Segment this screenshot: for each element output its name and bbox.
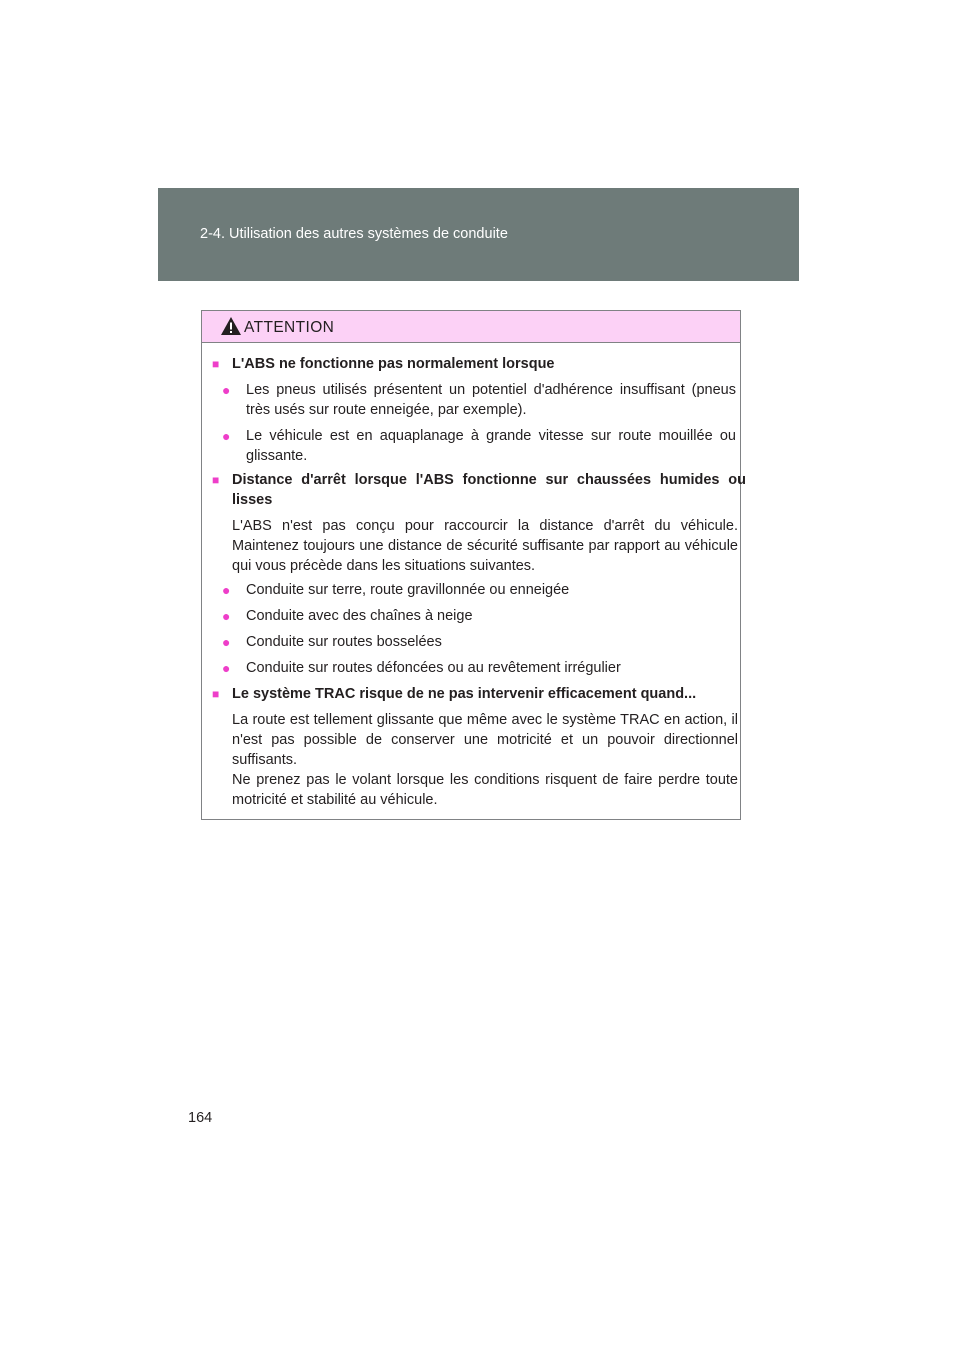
paragraph: Ne prenez pas le volant lorsque les conditions risquent de faire perdre toute motricité et stabilité au véhicule. — [232, 772, 738, 808]
circle-bullet-icon: ● — [222, 634, 231, 650]
square-bullet-icon: ■ — [212, 473, 220, 487]
caution-header — [202, 311, 740, 343]
section-header — [158, 188, 799, 281]
circle-bullet-icon: ● — [222, 382, 231, 398]
circle-bullet-icon: ● — [222, 582, 231, 598]
caution-title: ATTENTION — [244, 319, 335, 336]
square-bullet-icon: ■ — [212, 687, 220, 701]
paragraph: La route est tellement glissante que même avec le système TRAC en action, il n'est pas possible de conserver une motricité et un pouvoir directionnel suffisants. — [232, 712, 738, 768]
square-bullet-icon: ■ — [212, 357, 220, 371]
caution-box: ATTENTION ■ L'ABS ne fonctionne pas normalement lorsque ● Les pneus utilisés présentent un potentiel d'adhérence insuffisant (pneus très usés sur route enneigée, par exemple). ● Le véhicule est en aquaplanage à grande vitesse sur route mouillée ou glissante. ■ Distance d'arrêt lorsque l'ABS fonctionne sur chaussées humides ou lisses L'ABS n'est pas conçu pour raccourcir la distance d'arrêt du véhicule. Maintenez toujours une distance de sécurité suffisante par rapport au véhicule qui vous précède dans les situations suivantes. ● Conduite sur terre, route gravillonnée ou enneigée ● Conduite avec des chaînes à neige ● Conduite sur routes bosselées ● Conduite sur routes défoncées ou au revêtement irrégulier ■ Le système TRAC risque de ne pas intervenir efficacement quand... La route est tellement glissante que même avec le système TRAC en action, il n'est pas possible de conserver une motricité et un pouvoir directionnel suffisants. Ne prenez pas le volant lorsque les conditions risquent de faire perdre toute motricité et stabilité au véhicule. — [201, 310, 741, 820]
page-number: 164 — [188, 1110, 213, 1126]
circle-bullet-icon: ● — [222, 428, 231, 444]
section-title: 2-4. Utilisation des autres systèmes de conduite — [200, 226, 508, 242]
circle-bullet-icon: ● — [222, 660, 231, 676]
circle-bullet-icon: ● — [222, 608, 231, 624]
paragraph: L'ABS n'est pas conçu pour raccourcir la distance d'arrêt du véhicule. Maintenez toujours une distance de sécurité suffisante par rapport au véhicule qui vous précède dans les situations suivantes. — [232, 518, 738, 574]
warning-triangle-icon — [220, 316, 242, 336]
